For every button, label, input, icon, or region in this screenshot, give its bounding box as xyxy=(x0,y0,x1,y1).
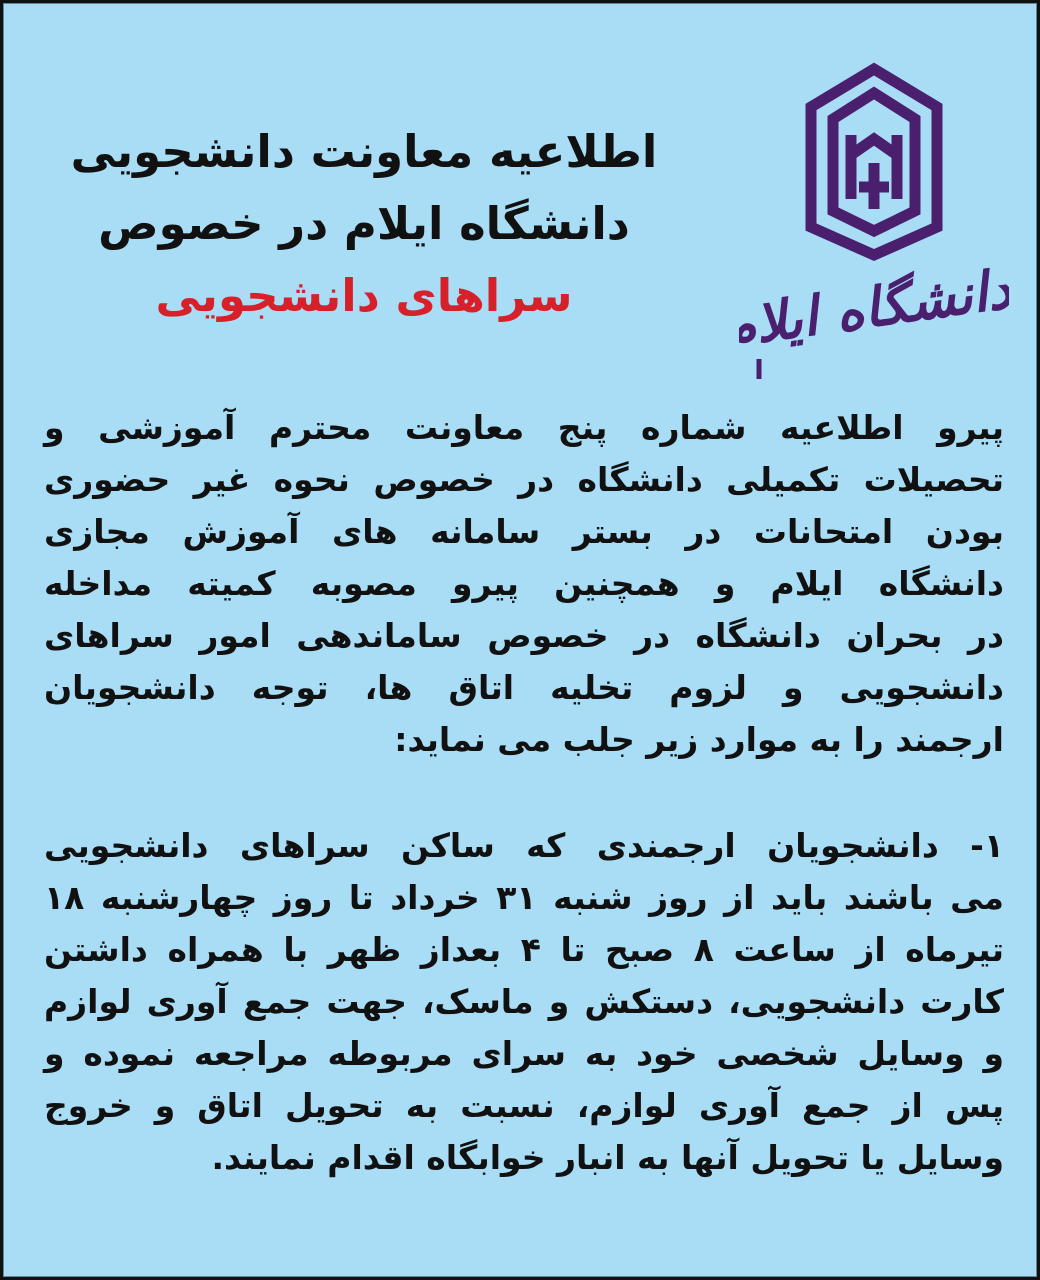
body-line: تحصیلات تکمیلی دانشگاه در خصوص نحوه غیر حضوری xyxy=(44,460,1004,499)
announcement-title xyxy=(64,116,664,332)
body-line: کارت دانشجویی، دستکش و ماسک، جهت جمع آوری لوازم xyxy=(44,982,1004,1021)
announcement-body xyxy=(44,402,1004,1184)
body-line: و وسایل شخصی خود به سرای مربوطه مراجعه نموده و xyxy=(44,1034,1004,1073)
body-line: دانشجویی و لزوم تخلیه اتاق ها، توجه دانشجویان xyxy=(44,668,1004,707)
body-line: بودن امتحانات در بستر سامانه های آموزش مجازی xyxy=(44,512,1004,551)
body-line: تیرماه از ساعت ۸ صبح تا ۴ بعداز ظهر با همراه داشتن xyxy=(44,930,1005,969)
title-line-3: سراهای دانشجویی xyxy=(155,269,573,322)
announcement-poster xyxy=(3,3,1037,1277)
body-line: ارجمند را به موارد زیر جلب می نماید: xyxy=(394,720,1004,759)
paragraph-item-1 xyxy=(44,820,1004,1184)
body-line: پیرو اطلاعیه شماره پنج معاونت محترم آموزشی و xyxy=(44,408,1004,447)
body-line: وسایل یا تحویل آنها به انبار خوابگاه اقدام نمایند. xyxy=(211,1138,1004,1177)
title-line-1: اطلاعیه معاونت دانشجویی xyxy=(70,125,658,178)
university-logo xyxy=(739,59,1009,389)
logo-wordmark: دانشگاه ایلام xyxy=(739,256,1009,361)
body-line: ۱- دانشجویان ارجمندی که ساکن سراهای دانشجویی xyxy=(44,826,1004,865)
paragraph-intro xyxy=(44,402,1004,766)
body-line: دانشگاه ایلام و همچنین پیرو مصوبه کمیته مداخله xyxy=(44,564,1004,603)
body-line: می باشند باید از روز شنبه ۳۱ خرداد تا روز چهارشنبه ۱۸ xyxy=(44,878,1004,917)
body-line: در بحران دانشگاه در خصوص ساماندهی امور سراهای xyxy=(44,616,1004,655)
university-emblem-icon xyxy=(739,59,1009,389)
body-line: پس از جمع آوری لوازم، نسبت به تحویل اتاق و خروج xyxy=(44,1086,1004,1125)
title-line-2: دانشگاه ایلام در خصوص xyxy=(98,197,630,250)
